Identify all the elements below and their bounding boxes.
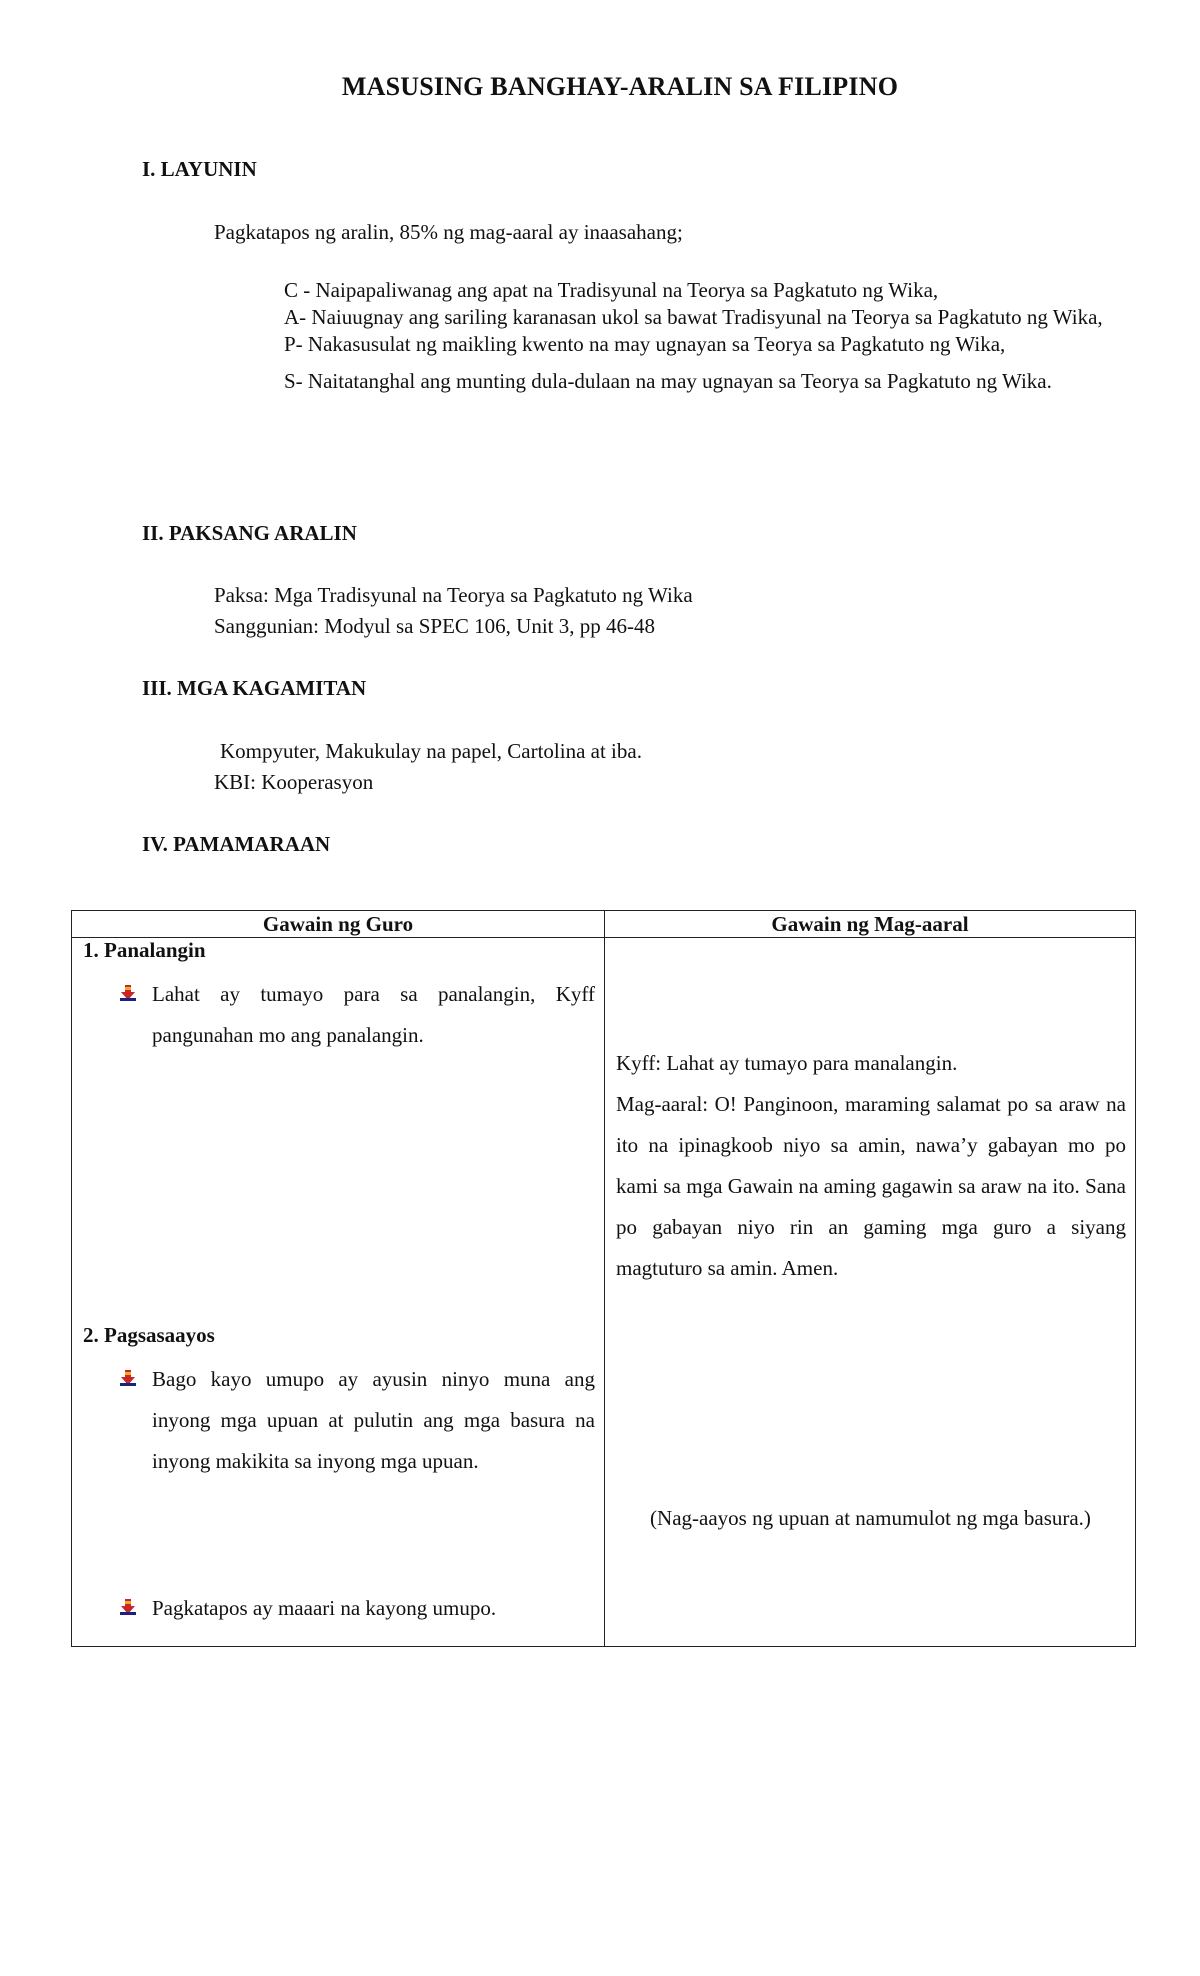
paksa-line: Paksa: Mga Tradisyunal na Teorya sa Pagkatuto ng Wika — [214, 583, 693, 607]
objective-social: S- Naitatanghal ang munting dula-dulaan na may ugnayan sa Teorya sa Pagkatuto ng Wika. — [284, 369, 1052, 393]
kagamitan-body — [214, 736, 642, 798]
teacher-activity-cell — [72, 938, 605, 1647]
section-heading-paksang-aralin: II. PAKSANG ARALIN — [142, 521, 357, 545]
bullet-panalangin — [120, 978, 595, 1056]
bullet-panalangin-text: Lahat ay tumayo para sa panalangin, Kyff pangunahan mo ang panalangin. — [152, 982, 595, 1047]
materials-line: Kompyuter, Makukulay na papel, Cartolina at iba. — [220, 739, 642, 763]
student-prayer: Mag-aaral: O! Panginoon, maraming salamat po sa araw na ito na ipinagkoob niyo sa amin, nawa’y gabayan mo po kami sa mga Gawain na aming gagawin sa araw na ito. Sana po gabayan niyo rin an gaming mga guro a siyang magtuturo sa amin. Amen. — [616, 1092, 1126, 1280]
bullet-pagsasaayos-1 — [120, 1363, 595, 1482]
arrow-bullet-icon — [120, 984, 136, 1002]
objectives-list — [284, 277, 1134, 395]
layunin-intro: Pagkatapos ng aralin, 85% ng mag-aaral ay inaasahang; — [214, 220, 683, 244]
section-heading-layunin: I. LAYUNIN — [142, 157, 257, 181]
document-title: MASUSING BANGHAY-ARALIN SA FILIPINO — [341, 72, 899, 101]
table-header-row — [72, 911, 1136, 938]
section-heading-kagamitan: III. MGA KAGAMITAN — [142, 676, 367, 700]
student-activity-cell — [605, 938, 1136, 1647]
section-heading-pamamaraan: IV. PAMAMARAAN — [142, 832, 331, 856]
table-row — [72, 938, 1136, 1647]
bullet-pagsasaayos-2 — [120, 1592, 595, 1629]
lesson-procedure-table — [71, 910, 1136, 1647]
header-teacher-activity: Gawain ng Guro — [72, 911, 605, 938]
bullet-pagsasaayos-1-text: Bago kayo umupo ay ayusin ninyo muna ang inyong mga upuan at pulutin ang mga basura na inyong makikita sa inyong mga upuan. — [152, 1367, 595, 1473]
bullet-pagsasaayos-2-text: Pagkatapos ay maaari na kayong umupo. — [152, 1596, 497, 1620]
paksang-aralin-body — [214, 580, 693, 642]
objective-affective: A- Naiuugnay ang sariling karanasan ukol sa bawat Tradisyunal na Teorya sa Pagkatuto ng Wika, — [284, 305, 1103, 329]
header-student-activity: Gawain ng Mag-aaral — [605, 911, 1136, 938]
step-pagsasaayos-title: 2. Pagsasaayos — [83, 1323, 215, 1347]
arrow-bullet-icon — [120, 1598, 136, 1616]
objective-psychomotor: P- Nakasusulat ng maikling kwento na may ugnayan sa Teorya sa Pagkatuto ng Wika, — [284, 332, 1006, 356]
student-arranging-note: (Nag-aayos ng upuan at namumulot ng mga basura.) — [650, 1506, 1091, 1530]
objective-cognitive: C - Naipapaliwanag ang apat na Tradisyunal na Teorya sa Pagkatuto ng Wika, — [284, 278, 939, 302]
student-kyff-line: Kyff: Lahat ay tumayo para manalangin. — [616, 1051, 958, 1075]
arrow-bullet-icon — [120, 1369, 136, 1387]
kbi-line: KBI: Kooperasyon — [214, 770, 374, 794]
step-panalangin-title: 1. Panalangin — [83, 938, 206, 962]
sanggunian-line: Sanggunian: Modyul sa SPEC 106, Unit 3, pp 46-48 — [214, 614, 656, 638]
